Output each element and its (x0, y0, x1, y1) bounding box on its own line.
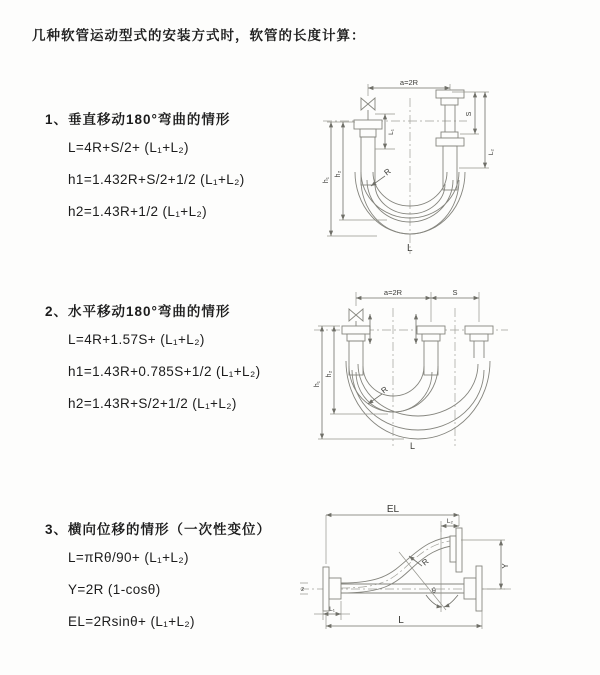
dim-label-y: Y (501, 563, 510, 569)
section3-heading: 3、横向位移的情形（一次性变位） (45, 522, 272, 537)
dim-label-h1: h₁ (314, 380, 321, 388)
section2-formula-h1: h1=1.43R+0.785S+1/2 (L₁+L₂) (68, 364, 261, 379)
dim-label-l-bottom: L (407, 243, 413, 254)
radius-callout (371, 167, 393, 186)
dim-label-r: R (379, 384, 390, 396)
dim-label-h1: h₁ (323, 176, 330, 184)
diagram-lateral-displacement (296, 502, 588, 652)
dim-label-s: S (452, 288, 458, 297)
left-flange (323, 567, 341, 611)
section1-formula-h1: h1=1.432R+S/2+1/2 (L₁+L₂) (68, 172, 245, 187)
section2-heading: 2、水平移动180°弯曲的情形 (45, 304, 231, 319)
dim-label-h2: h₂ (335, 170, 342, 178)
dim-a2r-s (356, 288, 479, 322)
radius-callout (368, 385, 390, 404)
displaced-hose-curve (341, 528, 462, 593)
section2-formula-l: L=4R+1.57S+ (L₁+L₂) (68, 332, 205, 347)
dim-label-s: S (466, 111, 473, 117)
section2-formula-h2: h2=1.43R+S/2+1/2 (L₁+L₂) (68, 396, 237, 411)
dim-label-h2: h₂ (326, 370, 333, 378)
section1-formula-h2: h2=1.43R+1/2 (L₁+L₂) (68, 204, 208, 219)
dim-label-l: L (398, 615, 404, 626)
left-hose-leg (354, 120, 382, 185)
dim-label-l1: L₁ (329, 606, 335, 613)
dim-h1-h2 (314, 326, 404, 439)
theta-angle (399, 528, 458, 612)
dim-label-r: R (420, 556, 431, 568)
dim-label-l2: L₂ (488, 148, 495, 156)
hose-leg-displaced (465, 326, 493, 358)
dim-el (326, 504, 459, 564)
dim-label-r: R (382, 166, 393, 178)
right-hose-leg (436, 90, 464, 190)
section1-heading: 1、垂直移动180°弯曲的情形 (45, 112, 231, 127)
valve-icon (361, 98, 375, 120)
hose-leg-middle (417, 326, 445, 375)
dim-s-l2 (452, 92, 495, 168)
section3-formula-y: Y=2R (1-cosθ) (68, 582, 161, 597)
centerline-break-mark: z (301, 586, 305, 593)
dim-l1 (375, 114, 395, 149)
dim-label-l1: L₁ (388, 129, 395, 135)
section3-formula-l: L=πRθ/90+ (L₁+L₂) (68, 550, 189, 565)
dim-label-a2r: a=2R (383, 288, 403, 297)
dim-label-el: EL (386, 504, 400, 515)
valve-icon (349, 309, 363, 326)
hose-u-arcs (346, 361, 490, 439)
page-title: 几种软管运动型式的安装方式时，软管的长度计算： (32, 28, 366, 43)
dim-l1 (314, 601, 350, 620)
straight-position-pipe (341, 566, 482, 611)
diagram-horizontal-180-bend (308, 286, 574, 452)
dim-label-theta: θ (432, 588, 436, 595)
section3-formula-el: EL=2Rsinθ+ (L₁+L₂) (68, 614, 195, 629)
diagram-vertical-180-bend (315, 76, 563, 258)
dim-label-l2: L₂ (446, 518, 454, 525)
dim-l (326, 598, 482, 629)
section1-formula-l: L=4R+S/2+ (L₁+L₂) (68, 140, 189, 155)
dim-label-l-bottom: L (410, 441, 416, 451)
dim-label-a2r: a=2R (399, 78, 419, 87)
